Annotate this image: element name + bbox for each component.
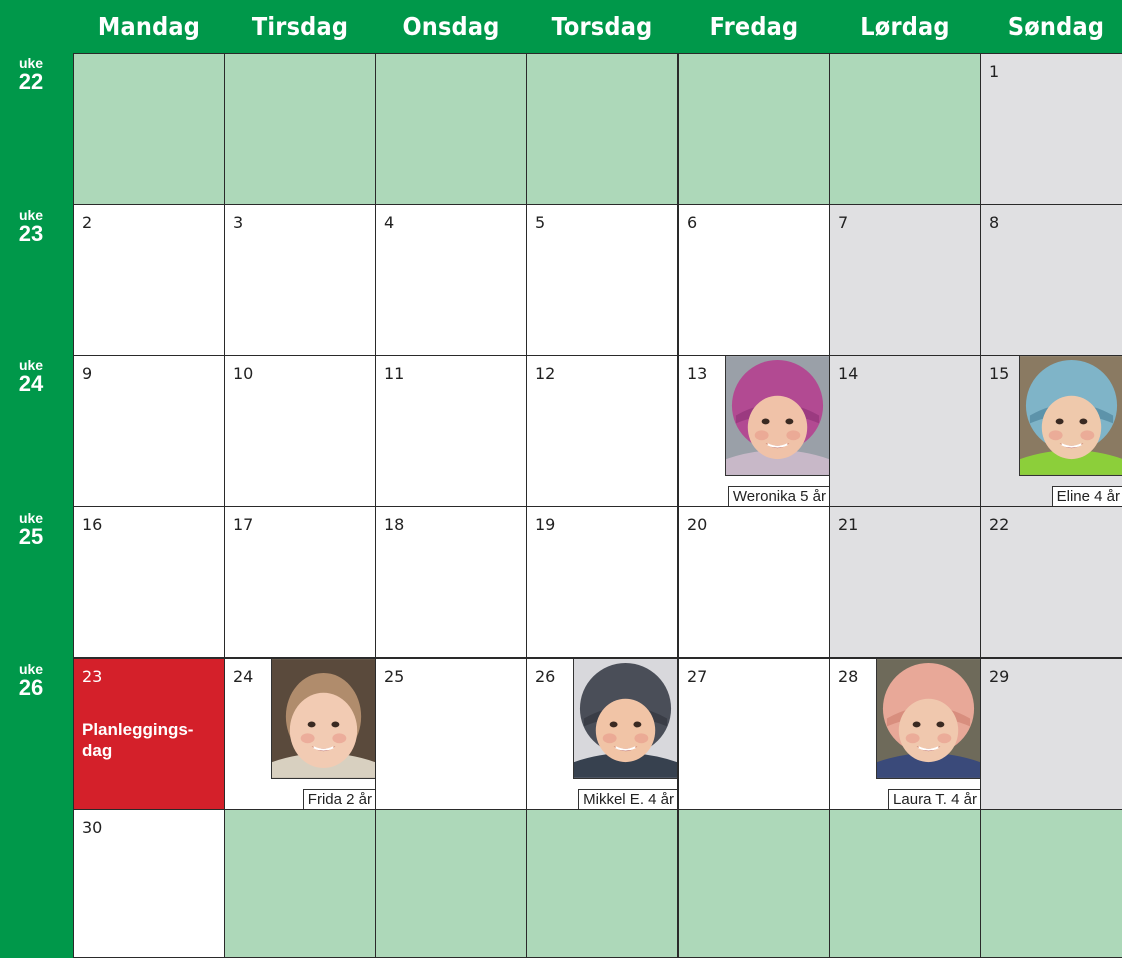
week-number: 23 xyxy=(18,221,44,246)
calendar-cell[interactable] xyxy=(224,506,376,658)
child-photo xyxy=(271,659,375,779)
calendar-cell[interactable] xyxy=(678,506,830,658)
calendar-cell[interactable] xyxy=(829,658,981,810)
calendar-cell[interactable] xyxy=(980,506,1122,658)
day-header-2: Onsdag xyxy=(402,11,500,41)
calendar-cell[interactable] xyxy=(375,204,527,356)
day-number: 24 xyxy=(233,667,254,686)
calendar-cell[interactable] xyxy=(526,506,678,658)
calendar-cell[interactable] xyxy=(224,355,376,507)
day-number: 9 xyxy=(82,364,93,383)
week-label xyxy=(0,511,62,548)
day-number: 15 xyxy=(989,364,1010,383)
birthday-caption: Frida 2 år xyxy=(303,789,375,809)
birthday-caption: Weronika 5 år xyxy=(728,486,829,506)
day-header-3: Torsdag xyxy=(551,11,653,41)
child-photo xyxy=(876,659,980,779)
day-number: 3 xyxy=(233,213,244,232)
day-number: 19 xyxy=(535,515,556,534)
day-header-1: Tirsdag xyxy=(251,11,349,41)
calendar-cell[interactable] xyxy=(73,204,225,356)
week-prefix: uke xyxy=(18,661,44,677)
calendar-cell[interactable] xyxy=(375,53,527,205)
calendar-cell[interactable] xyxy=(526,658,678,810)
day-number: 17 xyxy=(233,515,254,534)
week-prefix: uke xyxy=(18,207,44,223)
day-number: 7 xyxy=(838,213,849,232)
day-header-4: Fredag xyxy=(709,11,799,41)
calendar-cell[interactable] xyxy=(526,355,678,507)
calendar-cell[interactable] xyxy=(678,204,830,356)
week-label xyxy=(0,208,62,245)
week-prefix: uke xyxy=(18,510,44,526)
calendar-cell[interactable] xyxy=(224,809,376,958)
day-number: 10 xyxy=(233,364,254,383)
child-photo xyxy=(1019,356,1122,476)
calendar-cell[interactable] xyxy=(375,658,527,810)
day-number: 21 xyxy=(838,515,859,534)
calendar-cell[interactable] xyxy=(73,506,225,658)
calendar-cell[interactable] xyxy=(678,809,830,958)
day-number: 4 xyxy=(384,213,395,232)
week-label xyxy=(0,56,62,93)
day-number: 5 xyxy=(535,213,546,232)
calendar-cell[interactable] xyxy=(224,658,376,810)
day-header-0: Mandag xyxy=(97,11,201,41)
day-number: 12 xyxy=(535,364,556,383)
birthday-caption: Mikkel E. 4 år xyxy=(578,789,677,809)
day-header-6: Søndag xyxy=(1007,11,1105,41)
calendar-cell[interactable] xyxy=(73,809,225,958)
calendar-cell[interactable] xyxy=(829,204,981,356)
day-number: 18 xyxy=(384,515,405,534)
day-number: 6 xyxy=(687,213,698,232)
calendar-cell[interactable] xyxy=(678,355,830,507)
day-number: 22 xyxy=(989,515,1010,534)
week-prefix: uke xyxy=(18,357,44,373)
week-number: 25 xyxy=(18,524,44,549)
day-number: 26 xyxy=(535,667,556,686)
calendar-cell[interactable] xyxy=(375,809,527,958)
day-number: 2 xyxy=(82,213,93,232)
day-number: 13 xyxy=(687,364,708,383)
week-label xyxy=(0,662,62,699)
calendar-cell[interactable] xyxy=(224,53,376,205)
day-number: 28 xyxy=(838,667,859,686)
child-photo xyxy=(573,659,677,779)
day-header-5: Lørdag xyxy=(860,11,950,41)
day-number: 27 xyxy=(687,667,708,686)
day-number: 14 xyxy=(838,364,859,383)
calendar-cell[interactable] xyxy=(73,658,225,810)
calendar-cell[interactable] xyxy=(829,809,981,958)
calendar-cell[interactable] xyxy=(526,204,678,356)
child-photo xyxy=(725,356,829,476)
week-number: 24 xyxy=(18,371,44,396)
calendar-cell[interactable] xyxy=(829,53,981,205)
calendar-cell[interactable] xyxy=(73,53,225,205)
calendar-cell[interactable] xyxy=(526,53,678,205)
calendar-cell[interactable] xyxy=(526,809,678,958)
birthday-caption: Laura T. 4 år xyxy=(888,789,980,809)
calendar-cell[interactable] xyxy=(678,53,830,205)
event-label: Planleggings- dag xyxy=(82,720,194,761)
calendar-cell[interactable] xyxy=(224,204,376,356)
calendar-cell[interactable] xyxy=(980,809,1122,958)
week-prefix: uke xyxy=(18,55,44,71)
day-number: 23 xyxy=(82,667,103,686)
calendar-cell[interactable] xyxy=(980,658,1122,810)
day-number: 29 xyxy=(989,667,1010,686)
day-number: 20 xyxy=(687,515,708,534)
calendar-cell[interactable] xyxy=(980,53,1122,205)
calendar-cell[interactable] xyxy=(980,355,1122,507)
calendar-cell[interactable] xyxy=(980,204,1122,356)
day-number: 25 xyxy=(384,667,405,686)
calendar-cell[interactable] xyxy=(375,355,527,507)
calendar-cell[interactable] xyxy=(829,355,981,507)
birthday-caption: Eline 4 år xyxy=(1052,486,1122,506)
day-number: 30 xyxy=(82,818,103,837)
day-number: 1 xyxy=(989,62,1000,81)
calendar-cell[interactable] xyxy=(829,506,981,658)
day-number: 16 xyxy=(82,515,103,534)
week-number: 22 xyxy=(18,69,44,94)
calendar-cell[interactable] xyxy=(375,506,527,658)
calendar-cell[interactable] xyxy=(678,658,830,810)
week-label xyxy=(0,358,62,395)
calendar-cell[interactable] xyxy=(73,355,225,507)
day-number: 8 xyxy=(989,213,1000,232)
week-number: 26 xyxy=(18,675,44,700)
day-number: 11 xyxy=(384,364,405,383)
